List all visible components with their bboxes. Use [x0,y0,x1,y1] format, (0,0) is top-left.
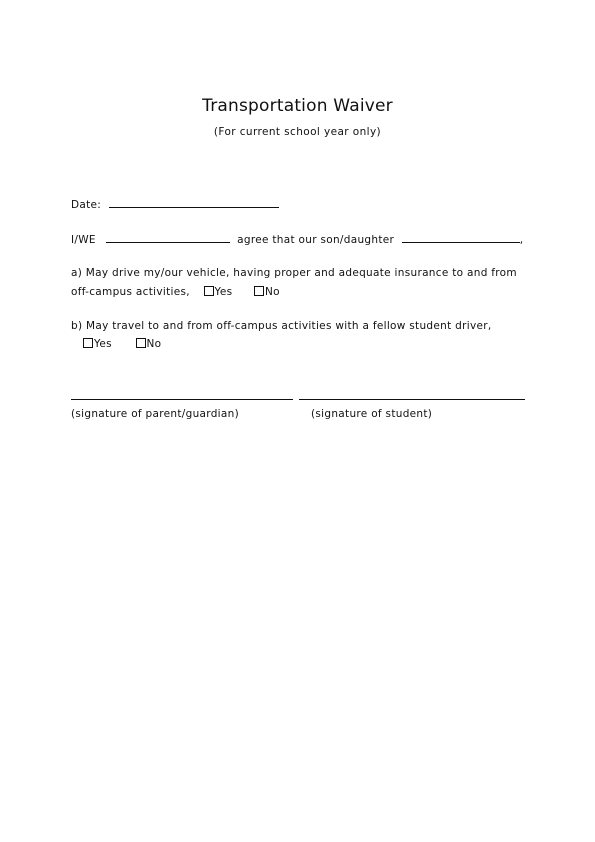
checkbox-icon[interactable] [254,286,264,296]
item-a-yes-label: Yes [214,286,233,298]
item-a-line2 [71,286,280,298]
parent-signature-field[interactable] [71,398,293,400]
checkbox-icon[interactable] [204,286,214,296]
agreement-suffix: , [519,234,524,246]
student-name-field[interactable] [402,233,520,243]
item-a-no-option[interactable] [254,286,280,298]
student-signature-field[interactable] [299,398,525,400]
agreement-line [71,233,523,246]
checkbox-icon[interactable] [83,338,93,348]
item-b-line2 [83,338,161,350]
item-b-yes-label: Yes [94,338,112,350]
item-b-yes-option[interactable] [83,338,112,350]
parent-signature-label: (signature of parent/guardian) [71,408,239,420]
page-subtitle: (For current school year only) [213,126,382,138]
parent-name-field[interactable] [106,233,230,243]
page-title: Transportation Waiver [202,96,393,116]
date-label: Date: [71,199,102,211]
item-b-no-label: No [146,338,162,350]
item-a-no-label: No [265,286,280,298]
checkbox-icon[interactable] [136,338,146,348]
agreement-prefix: I/WE [71,234,96,246]
item-a-yes-option[interactable] [204,286,233,298]
item-a-line1 [71,267,517,279]
item-a-text-cont: off-campus activities, [71,286,190,298]
date-line [71,198,283,211]
agreement-middle-text: agree that our son/daughter [237,234,395,246]
student-signature-label: (signature of student) [311,408,433,420]
item-b-line1 [71,320,491,332]
item-b-no-option[interactable] [136,338,162,350]
date-field[interactable] [109,198,279,208]
item-a-text: a) May drive my/our vehicle, having proper and adequate insurance to and from [71,267,517,279]
item-b-text: b) May travel to and from off-campus activities with a fellow student driver, [71,320,492,332]
